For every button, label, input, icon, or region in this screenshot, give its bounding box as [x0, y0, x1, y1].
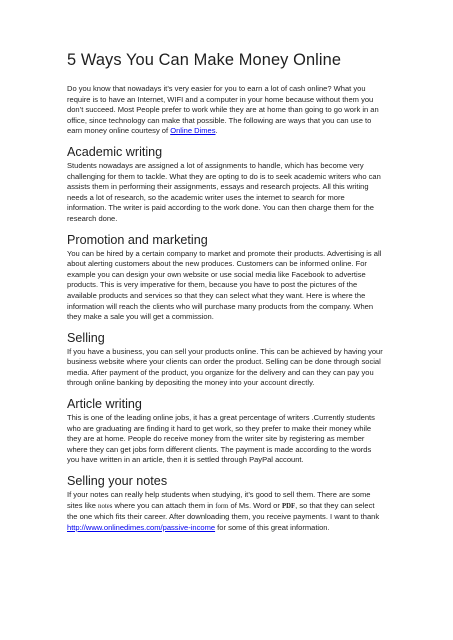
section-heading-academic-writing: Academic writing [67, 144, 163, 159]
notes-text-part5: for some of this great information. [215, 522, 330, 532]
section-heading-article-writing: Article writing [67, 397, 142, 412]
notes-text-part3: of Ms. Word or [228, 500, 282, 510]
passive-income-link[interactable]: http://www.onlinedimes.com/passive-income [67, 522, 216, 532]
section-heading-promotion-marketing: Promotion and marketing [67, 232, 208, 247]
notes-text-part1: If your notes can really help students when studying, it’s good to sell them. There are some sites like [67, 490, 371, 510]
section-body-selling: If you have a business, you can sell your products online. This can be achieved by having your business website where your clients can order the product. Selling can be done through social media. After payment of the product, you organize for the delivery and can they can pay you through online banking by depositing the money into your account directly. [67, 346, 383, 388]
section-body-selling-notes [67, 490, 385, 533]
section-body-promotion-marketing: You can be hired by a certain company to market and promote their products. Advertising is all about alerting customers about the new produces. Customers can be informed online. For example you can design your own website or use social media like Facebook to advertise products. This is very imperative for them, because you have to post the pictures of the available products and services so that they can select what they want. Here is where the information will reach the clients who will purchase many products from the company. When they make a sale you will get a commission. [67, 248, 382, 322]
pdf-word: PDF [281, 502, 296, 510]
intro-end: . [215, 126, 218, 136]
section-body-academic-writing: Students nowadays are assigned a lot of assignments to handle, which has become very challenging for them to tackle. What they are opting to do is to seek academic writers who can assists them in performing their assignments, essays and research projects. All this writing needs a lot of research, so the academic writer uses the internet to search for more information. The writer is paid according to the work done. You can then charge them for the research done. [67, 160, 381, 223]
form-word: form [215, 502, 229, 510]
intro-text: Do you know that nowadays it’s very easier for you to earn a lot of cash online? What you require is to have an Internet, WIFI and a computer in your home because without them you don’t succeed. Most People prefer to work while they are at home than going to go work in an office, since technology can make that possible. The following are ways that you can use to earn money online courtesy of [67, 84, 379, 136]
document-page [67, 50, 385, 533]
notes-word: notes [98, 502, 113, 510]
section-heading-selling-notes: Selling your notes [67, 474, 168, 489]
intro-paragraph [67, 84, 385, 137]
section-body-article-writing: This is one of the leading online jobs, it has a great percentage of writers .Currently students who are graduating are finding it hard to get work, so they prefer to make their money while they are at home. People do receive money from the writer site by registering as member where they can get jobs form different clients. The payment is made according to the words you have written in an article, then it is settled through PayPal account. [67, 413, 375, 465]
notes-text-part2: where you can attach them in [112, 500, 216, 510]
notes-text-part4: , so that they can select the one which fits their career. After downloading them, you receive payments. I want to thank [67, 500, 380, 522]
section-heading-selling: Selling [67, 330, 105, 345]
page-title: 5 Ways You Can Make Money Online [67, 51, 342, 69]
online-dimes-link[interactable]: Online Dimes [170, 126, 216, 136]
